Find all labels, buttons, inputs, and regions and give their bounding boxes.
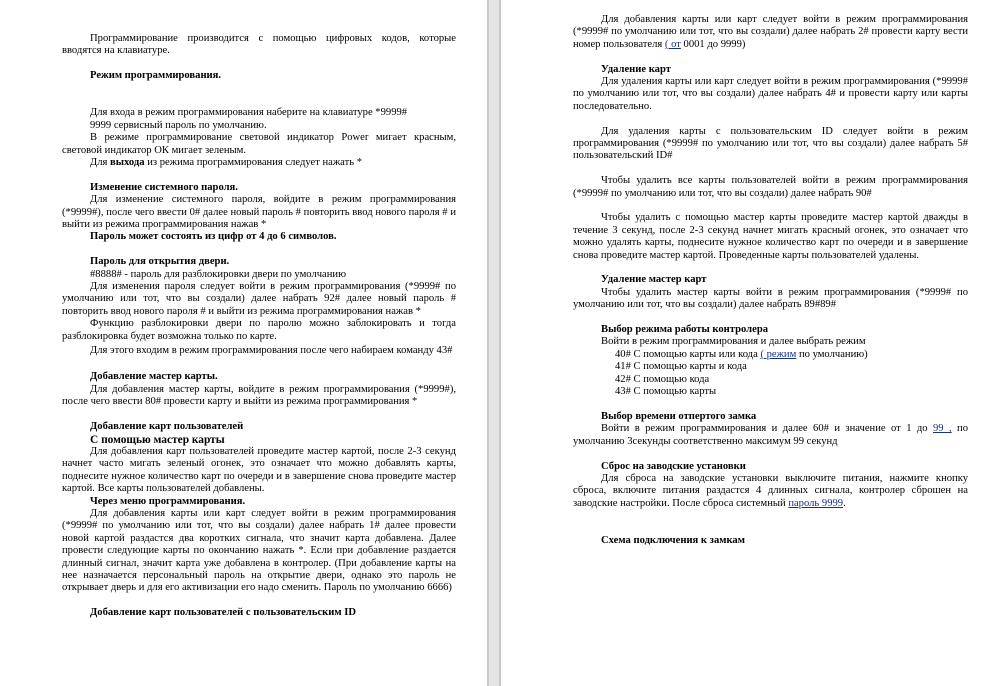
document-page-left [0,0,487,686]
subheading-via-menu: Через меню программирования. [90,495,246,507]
paragraph-delete-all: Чтобы удалить все карты пользователей войти в режим программирования (*9999# по умолчанию или тот, что вы создали) далее набрать 90# [573,175,968,199]
paragraph-command-43: Для этого входим в режим программирования после чего набираем команду 43# [90,345,453,357]
link-password[interactable]: пароль 9999 [788,497,844,509]
page-left-text [62,33,456,620]
paragraph-reset: Для сброса на заводские установки выключите питания, нажмите кнопку сброса, включите питания раздастся 4 длинных сигнала, контролер сброшен на заводские настройки. После сброса системный пароль 9999. [573,472,968,509]
paragraph-add-with-id: Для добавления карты или карт следует войти в режим программирования (*9999# по умолчанию или тот, что вы создали) далее набрать 2# провести карту вести номер пользователя ( от 0001 до 9999) [573,14,968,50]
paragraph-sys-pass: Для изменение системного пароля, войдите в режим программирования (*9999#), после чего ввести 0# далее новый пароль # повторить ввод нового пароля # и выйти из режима программирования нажав * [62,194,456,231]
heading-door-pass: Пароль для открытия двери. [90,256,230,268]
heading-lock-time: Выбор времени отпертого замка [601,410,757,422]
list-item-mode-41: 41# С помощью карты и кода [615,361,747,373]
paragraph-enter-prog: Для входа в режим программирования наберите на клавиатуре *9999# [90,107,408,119]
paragraph-lock-time: Войти в режим программирования и далее 60# и значение от 1 до 99 , по умолчанию 3секунды соответственно максимум 99 секунд [573,423,969,447]
paragraph-master-add: Для добавления мастер карты, войдите в режим программирования (*9999#), после чего ввести 80# провести карту и выйти из режима программирования * [62,383,456,408]
paragraph-pass-length: Пароль может состоять из цифр от 4 до 6 символов. [90,231,337,243]
paragraph-service-pass: 9999 сервисный пароль по умолчанию. [90,119,267,131]
list-item-mode-40: 40# С помощью карты или кода ( режим по умолчанию) [615,348,868,360]
paragraph-master-delete: Чтобы удалить мастер карты войти в режим программирования (*9999# по умолчанию или тот, что вы создали) далее набрать 89#89# [573,286,968,311]
intro-paragraph: Программирование производится с помощью цифровых кодов, которые вводятся на клавиатуре. [62,33,456,57]
paragraph-change-door-pass: Для изменения пароля следует войти в режим программирования (*9999# по умолчанию или тот, что вы создали) далее набрать 92# далее новый пароль # повторить ввод нового пароля # и выйти из режима программирования нажав * [62,281,456,317]
paragraph-disable-door-pass: Функцию разблокировки двери по паролю можно заблокировать и тогда разблокировка будет возможна только по карте. [62,318,456,342]
heading-user-id: Добавление карт пользователей с пользовательским ID [90,607,357,619]
subheading-via-master: С помощью мастер карты [90,433,225,446]
paragraph-indicators: В режиме программирование световой индикатор Power мигает красным, световой индикатор ОК мигает зеленым. [62,132,456,156]
list-item-mode-42: 42# С помощью кода [615,373,710,385]
heading-prog-mode: Режим программирования. [90,70,222,82]
paragraph-delete-via-master: Чтобы удалить с помощью мастер карты проведите мастер картой дважды в течение 3 секунд, после 2-3 секунд начнет мигать красный огонек, это означает что можно удалять карты, поднесите нужное количество карт по очереди и в завершение снова проведите мастер картой. Проведенные карты пользователей удалены. [573,212,968,261]
page-right-text [573,14,968,547]
heading-scheme: Схема подключения к замкам [601,534,745,546]
link-99[interactable]: 99 , [932,423,952,435]
paragraph-delete-by-id: Для удаления карты с пользовательским ID следует войти в режим программирования (*9999# по умолчанию или тот, что вы создали) далее набрать 5# пользовательский ID# [573,125,968,162]
list-item-mode-43: 43# С помощью карты [615,386,717,398]
heading-delete: Удаление карт [601,63,671,75]
document-page-right [501,0,1000,686]
paragraph-exit: Для выхода из режима программирования следует нажать * [90,157,363,169]
paragraph-via-menu: Для добавления карты или карт следует войти в режим программирования (*9999# по умолчанию или тот, что вы создали) далее набрать 1# далее провести новой картой раздастся два коротких сигнала, что значит карта добавлена. Далее провести следующие карты по окончанию нажать *. Если при добавление раздается длинный сигнал, значит карта уже добавлена в контролер. (При добавление карты на нее назначается персональный пароль на открытие двери, однако это пароль не открывает дверь и для его активизации его надо сменить. Пароль по умолчанию 6666) [62,507,456,594]
heading-master-delete: Удаление мастер карт [601,274,707,286]
link-mode[interactable]: ( режим [760,348,797,360]
paragraph-via-master: Для добавления карт пользователей проведите мастер картой, после 2-3 секунд начнет часто мигать зеленый огонек, это означает что можно добавлять карты, поднесите нужное количество карт по очереди и в завершение снова проведите мастер картой. Все карты пользователей добавлены. [62,445,456,495]
paragraph-delete-cards: Для удаления карты или карт следует войти в режим программирования (*9999# по умолчанию или тот, что вы создали) далее набрать 4# и провести карту или карты последовательно. [573,76,968,112]
paragraph-mode-intro: Войти в режим программирования и далее выбрать режим [601,336,866,348]
heading-mode: Выбор режима работы контролера [601,324,769,336]
page-edge-left [487,0,489,686]
heading-sys-pass: Изменение системного пароля. [90,181,238,193]
heading-user-add: Добавление карт пользователей [90,421,244,433]
paragraph-default-door-pass: #8888# - пароль для разблокировки двери по умолчанию [90,268,347,280]
heading-master-add: Добавление мастер карты. [90,371,218,383]
heading-reset: Сброс на заводские установки [601,460,746,472]
link-range[interactable]: ( от [664,38,681,50]
